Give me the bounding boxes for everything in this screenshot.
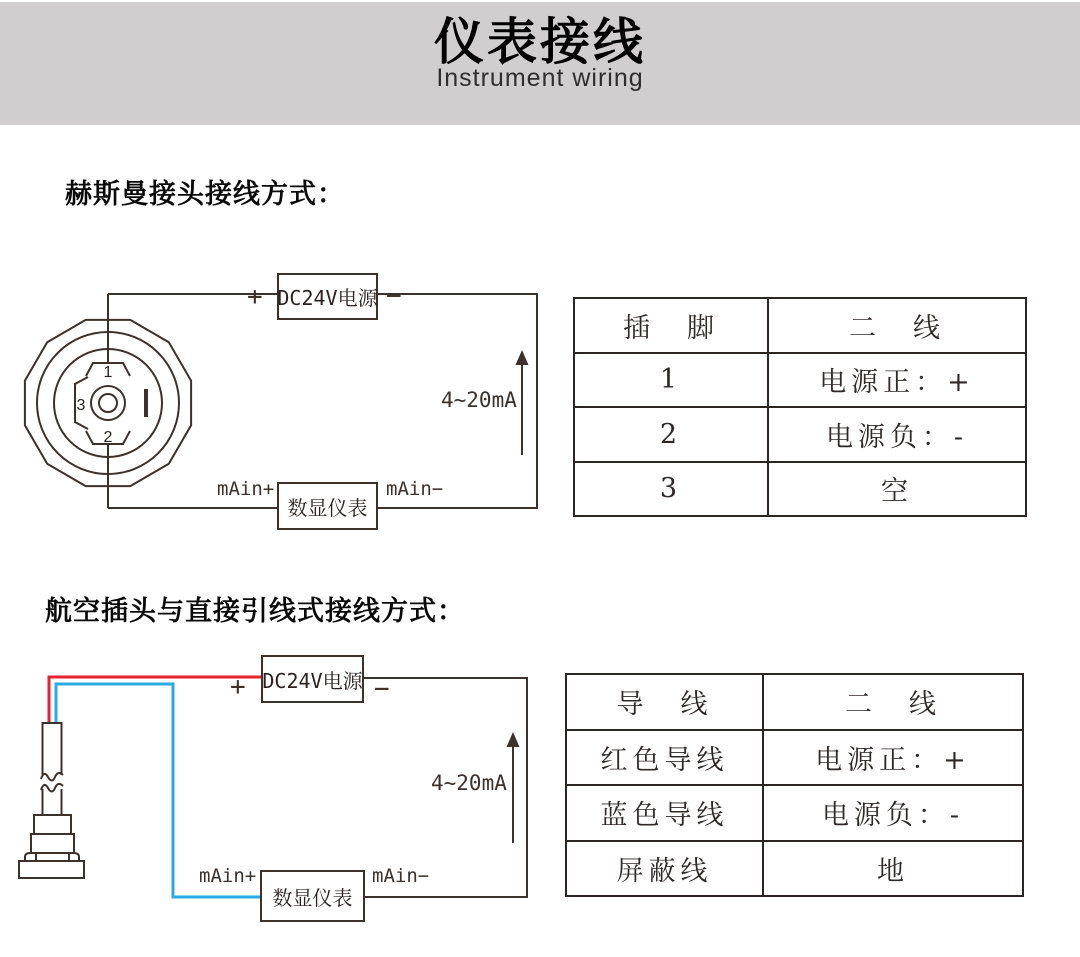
main-plus-label: mAin+ — [199, 865, 257, 887]
cell-blue-lead-function: 电源负：- — [763, 785, 1023, 841]
section1-heading: 赫斯曼接头接线方式： — [65, 179, 345, 209]
page-title: 仪表接线 — [434, 14, 646, 70]
cell-red-lead-function: 电源正：+ — [763, 730, 1023, 786]
current-arrow-icon — [516, 350, 529, 455]
table-row — [574, 407, 1026, 462]
page-header — [0, 2, 1080, 125]
col-header-two-wire: 二 线 — [768, 298, 1026, 353]
pin3-label: 3 — [76, 397, 86, 414]
col-header-lead: 导 线 — [566, 674, 763, 730]
pin-wiring-table — [573, 297, 1027, 517]
cell-pin-3-function: 空 — [768, 462, 1026, 517]
lead-wiring-table — [565, 673, 1024, 897]
display-meter-box: 数显仪表 — [260, 870, 365, 922]
cell-pin-3: 3 — [574, 462, 768, 517]
pin-numbers — [77, 364, 113, 446]
cell-red-lead: 红色导线 — [566, 730, 763, 786]
col-header-pin: 插 脚 — [574, 298, 768, 353]
table-row — [574, 353, 1026, 408]
cell-blue-lead: 蓝色导线 — [566, 785, 763, 841]
current-range-label: 4~20mA — [441, 388, 517, 412]
minus-terminal-label: − — [386, 281, 402, 311]
cell-pin-1-function: 电源正：+ — [768, 353, 1026, 408]
pin1-label: 1 — [103, 364, 113, 381]
current-range-label: 4~20mA — [431, 771, 507, 795]
display-meter-box: 数显仪表 — [277, 482, 378, 530]
cell-pin-1: 1 — [574, 353, 768, 408]
main-plus-label: mAin+ — [217, 478, 275, 500]
plus-terminal-label: + — [230, 672, 246, 702]
minus-terminal-label: − — [374, 674, 390, 704]
cell-pin-2: 2 — [574, 407, 768, 462]
table-header-row — [566, 674, 1023, 730]
page-subtitle: Instrument wiring — [436, 64, 644, 92]
power-supply-box: DC24V电源 — [261, 655, 364, 703]
current-arrow-icon — [507, 732, 520, 843]
plus-terminal-label: + — [247, 282, 263, 312]
table-row — [566, 785, 1023, 841]
table-row — [574, 462, 1026, 517]
cell-pin-2-function: 电源负：- — [768, 407, 1026, 462]
col-header-two-wire: 二 线 — [763, 674, 1023, 730]
table-row — [566, 841, 1023, 897]
power-supply-box: DC24V电源 — [277, 273, 378, 320]
table-row — [566, 730, 1023, 786]
cell-shield-lead-function: 地 — [763, 841, 1023, 897]
pin2-label: 2 — [103, 429, 113, 446]
cell-shield-lead: 屏蔽线 — [566, 841, 763, 897]
main-minus-label: mAin− — [372, 865, 430, 887]
sensor-probe-icon — [19, 723, 84, 878]
table-header-row — [574, 298, 1026, 353]
section2-heading: 航空插头与直接引线式接线方式： — [45, 596, 465, 626]
main-minus-label: mAin− — [386, 478, 444, 500]
